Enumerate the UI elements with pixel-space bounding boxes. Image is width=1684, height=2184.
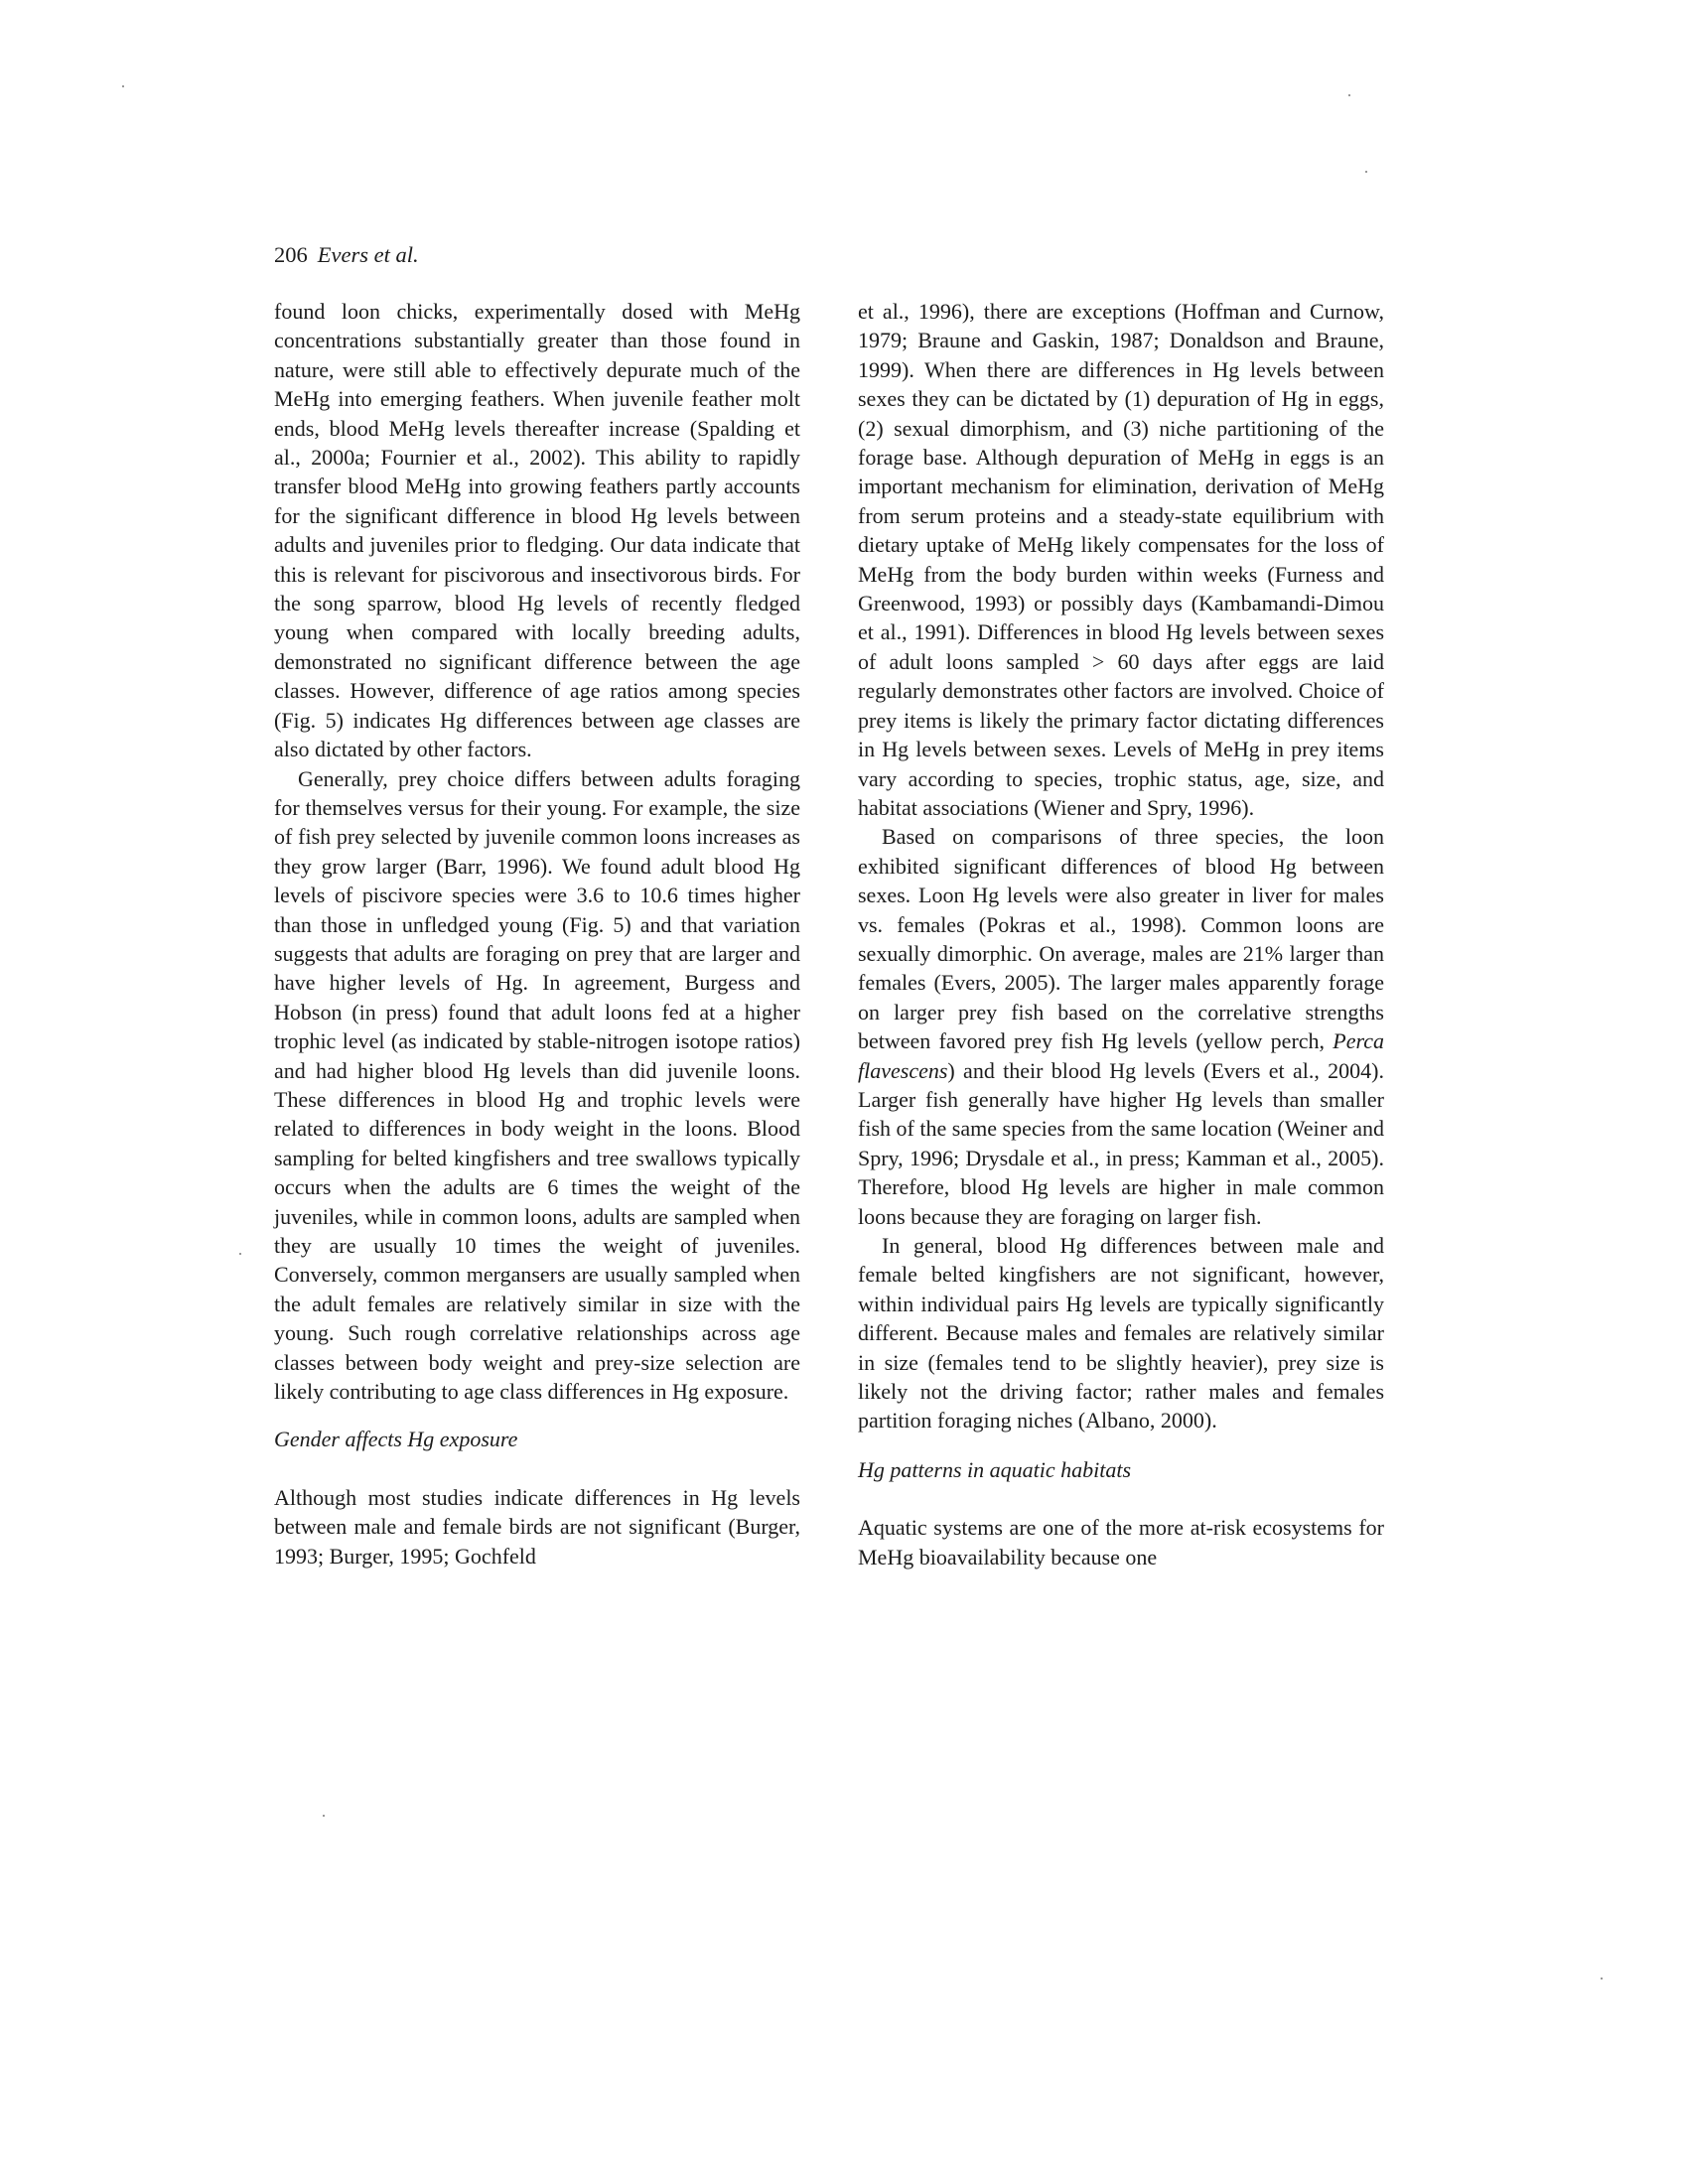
right-paragraph-4: Aquatic systems are one of the more at-risk ecosystems for MeHg bioavailability because one: [858, 1515, 1384, 1570]
left-column: [274, 297, 800, 1570]
scan-speck: [1348, 94, 1350, 96]
right-paragraph-1: et al., 1996), there are exceptions (Hoffman and Curnow, 1979; Braune and Gaskin, 1987; Donaldson and Braune, 1999). When there are differences in Hg levels between sexes they can be dictated by (1) depuration of Hg in eggs, (2) sexual dimorphism, and (3) niche partitioning of the forage base. Although depuration of MeHg in eggs is an important mechanism for elimination, derivation of MeHg from serum proteins and a steady-state equilibrium with dietary uptake of MeHg likely compensates for the loss of MeHg from the body burden within weeks (Furness and Greenwood, 1993) or possibly days (Kambamandi-Dimou et al., 1991). Differences in blood Hg levels between sexes of adult loons sampled > 60 days after eggs are laid regularly demonstrates other factors are involved. Choice of prey items is likely the primary factor dictating differences in Hg levels between sexes. Levels of MeHg in prey items vary according to species, trophic status, age, size, and habitat associations (Wiener and Spry, 1996).: [858, 299, 1384, 820]
right-column: [858, 297, 1384, 1571]
left-paragraph-2: Generally, prey choice differs between adults foraging for themselves versus for their young. For example, the size of fish prey selected by juvenile common loons increases as they grow larger (Barr, 1996). We found adult blood Hg levels of piscivore species were 3.6 to 10.6 times higher than those in unfledged young (Fig. 5) and that variation suggests that adults are foraging on prey that are larger and have higher levels of Hg. In agreement, Burgess and Hobson (in press) found that adult loons fed at a higher trophic level (as indicated by stable-nitrogen isotope ratios) and had higher blood Hg levels than did juvenile loons. These differences in blood Hg and trophic levels were related to differences in body weight in the loons. Blood sampling for belted kingfishers and tree swallows typically occurs when the adults are 6 times the weight of the juveniles, while in common loons, adults are sampled when they are usually 10 times the weight of juveniles. Conversely, common mergansers are usually sampled when the adult females are relatively similar in size with the young. Such rough correlative relationships across age classes between body weight and prey-size selection are likely contributing to age class differences in Hg exposure.: [274, 765, 800, 1405]
scan-speck: [1601, 1978, 1603, 1979]
section-heading-gender: Gender affects Hg exposure: [274, 1427, 518, 1452]
page-number: 206: [274, 242, 308, 267]
right-paragraph-3: In general, blood Hg differences between male and female belted kingfishers are not significant, however, within individual pairs Hg levels are typically significantly different. Because males and females are relatively similar in size (females tend to be slightly heavier), prey size is likely not the driving factor; rather males and females partition foraging niches (Albano, 2000).: [858, 1233, 1384, 1433]
scan-speck: [122, 85, 124, 87]
scan-speck: [323, 1815, 325, 1817]
left-paragraph-1: found loon chicks, experimentally dosed with MeHg concentrations substantially greater than those found in nature, were still able to effectively depurate much of the MeHg into emerging feathers. When juvenile feather molt ends, blood MeHg levels thereafter increase (Spalding et al., 2000a; Fournier et al., 2002). This ability to rapidly transfer blood MeHg into growing feathers partly accounts for the significant difference in blood Hg levels between adults and juveniles prior to fledging. Our data indicate that this is relevant for piscivorous and insectivorous birds. For the song sparrow, blood Hg levels of recently fledged young when compared with locally breeding adults, demonstrated no significant difference between the age classes. However, difference of age ratios among species (Fig. 5) indicates Hg differences between age classes are also dictated by other factors.: [274, 299, 800, 762]
right-paragraph-2-text-b: ) and their blood Hg levels (Evers et al., 2004). Larger fish generally have higher Hg levels than smaller fish of the same species from the same location (Weiner and Spry, 1996; Drysdale et al., in press; Kamman et al., 2005). Therefore, blood Hg levels are higher in male common loons because they are foraging on larger fish.: [858, 1057, 1384, 1229]
section-heading-aquatic: Hg patterns in aquatic habitats: [858, 1456, 1131, 1482]
right-paragraph-2-text-a: Based on comparisons of three species, the loon exhibited significant differences of blood Hg between sexes. Loon Hg levels were also greater in liver for males vs. females (Pokras et al., 1998). Common loons are sexually dimorphic. On average, males are 21% larger than females (Evers, 2005). The larger males apparently forage on larger prey fish based on the correlative strengths between favored prey fish Hg levels (yellow perch,: [858, 824, 1384, 1054]
running-head-authors: Evers et al.: [317, 242, 419, 267]
right-paragraph-2: [858, 822, 1384, 1231]
species-name-perca: Perca flavescens: [858, 1028, 1384, 1083]
scan-speck: [239, 1253, 241, 1255]
left-paragraph-3: Although most studies indicate differences in Hg levels between male and female birds are not significant (Burger, 1993; Burger, 1995; Gochfeld: [274, 1484, 800, 1569]
scan-speck: [1365, 171, 1367, 173]
running-header: [274, 242, 419, 268]
